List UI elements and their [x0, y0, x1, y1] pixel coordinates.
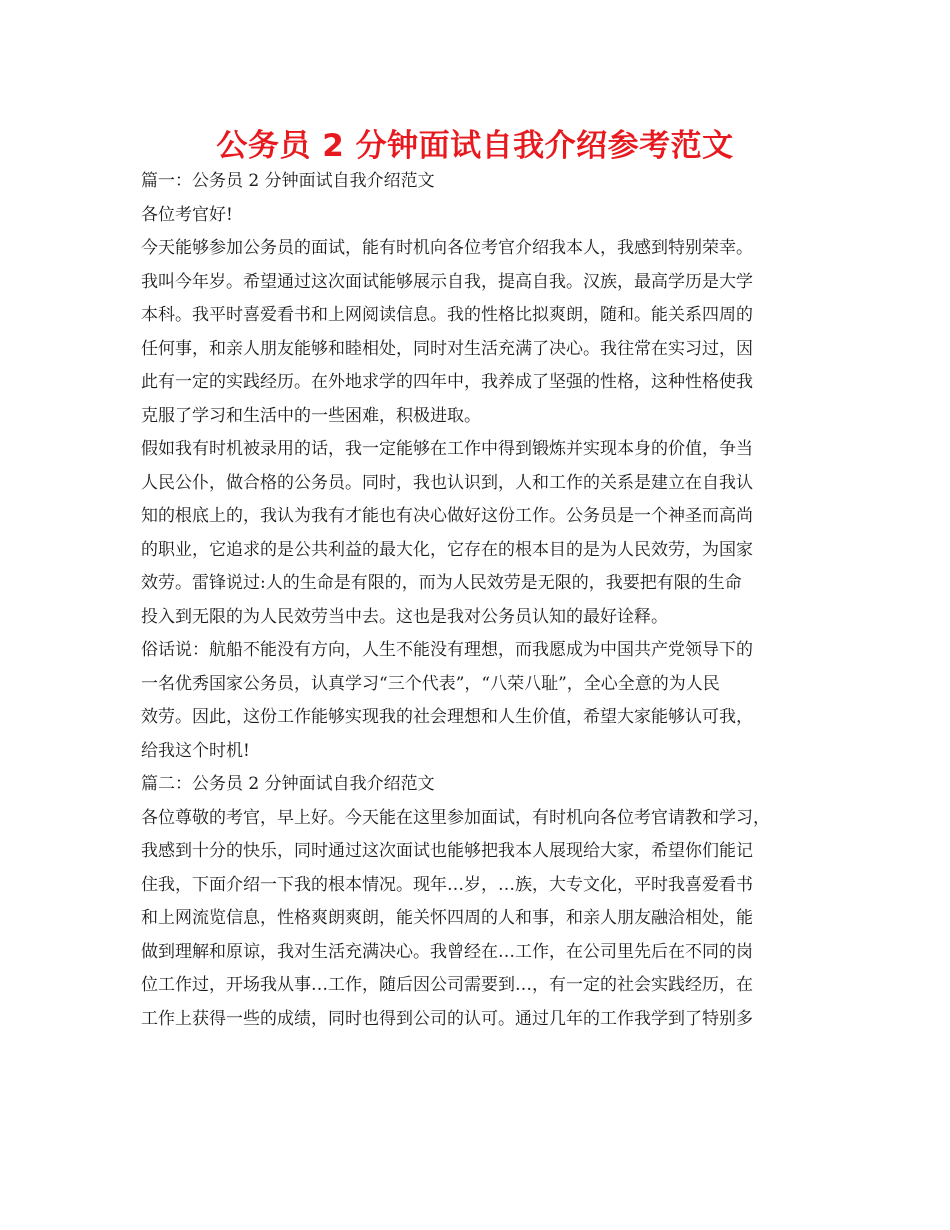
text-line: 任何事，和亲人朋友能够和睦相处，同时对生活充满了决心。我往常在实习过，因	[141, 338, 753, 359]
text-line: 我叫今年岁。希望通过这次面试能够展示自我，提高自我。汉族，最高学历是大学	[141, 271, 753, 292]
text-line: 一名优秀国家公务员，认真学习“三个代表”，“八荣八耻”，全心全意的为人民	[141, 673, 720, 694]
text-line: 人民公仆，做合格的公务员。同时，我也认识到，人和工作的关系是建立在自我认	[141, 472, 753, 493]
text-line: 篇二：公务员 2 分钟面试自我介绍范文	[141, 774, 435, 794]
text-line: 克服了学习和生活中的一些困难，积极进取。	[141, 405, 481, 426]
text-line: 此有一定的实践经历。在外地求学的四年中，我养成了坚强的性格，这种性格使我	[141, 372, 753, 392]
text-line: 我感到十分的快乐，同时通过这次面试也能够把我本人展现给大家，希望你们能记	[141, 841, 753, 861]
text-line: 假如我有时机被录用的话，我一定能够在工作中得到锻炼并实现本身的价值，争当	[141, 439, 753, 459]
text-line: 各位考官好!	[141, 204, 233, 225]
text-line: 本科。我平时喜爱看书和上网阅读信息。我的性格比拟爽朗，随和。能关系四周的	[141, 305, 753, 325]
text-line: 做到理解和原谅，我对生活充满决心。我曾经在…工作，在公司里先后在不同的岗	[141, 941, 753, 962]
text-line: 和上网流览信息，性格爽朗爽朗，能关怀四周的人和事，和亲人朋友融洽相处，能	[141, 908, 753, 928]
text-line: 工作上获得一些的成绩，同时也得到公司的认可。通过几年的工作我学到了特别多	[141, 1008, 753, 1029]
text-line: 篇一：公务员 2 分钟面试自我介绍范文	[141, 171, 435, 191]
text-line: 俗话说：航船不能没有方向，人生不能没有理想，而我愿成为中国共产党领导下的	[141, 640, 753, 660]
text-line: 知的根底上的，我认为我有才能也有决心做好这份工作。公务员是一个神圣而高尚	[141, 506, 753, 526]
text-line: 位工作过，开场我从事…工作，随后因公司需要到…，有一定的社会实践经历，在	[141, 975, 753, 995]
text-line: 各位尊敬的考官，早上好。今天能在这里参加面试，有时机向各位考官请教和学习，	[141, 807, 770, 828]
text-line: 投入到无限的为人民效劳当中去。这也是我对公务员认知的最好诠释。	[141, 606, 668, 627]
text-line: 效劳。因此，这份工作能够实现我的社会理想和人生价值，希望大家能够认可我，	[141, 707, 753, 727]
text-line: 给我这个时机!	[141, 740, 250, 761]
text-line: 效劳。雷锋说过:人的生命是有限的，而为人民效劳是无限的，我要把有限的生命	[141, 573, 742, 593]
text-line: 的职业，它追求的是公共利益的最大化，它存在的根本目的是为人民效劳，为国家	[141, 539, 753, 560]
document-title: 公务员 2 分钟面试自我介绍参考范文	[216, 128, 734, 164]
document-body	[141, 165, 821, 1036]
text-line: 住我，下面介绍一下我的根本情况。现年…岁，…族，大专文化，平时我喜爱看书	[141, 874, 753, 895]
text-line: 今天能够参加公务员的面试，能有时机向各位考官介绍我本人，我感到特别荣幸。	[141, 238, 753, 258]
